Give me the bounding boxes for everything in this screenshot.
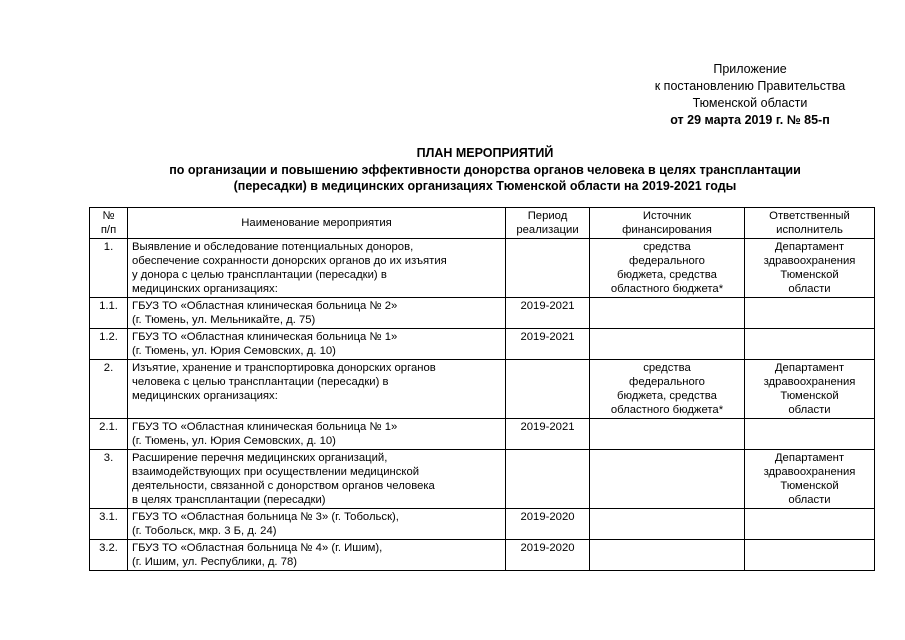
table-row — [90, 540, 875, 571]
funding-source-line: федерального — [629, 376, 705, 388]
responsible-executor — [745, 360, 875, 419]
event-name-line: ГБУЗ ТО «Областная клиническая больница № 2» — [132, 300, 398, 312]
document-subtitle-line-2: (пересадки) в медицинских организациях Тюменской области на 2019-2021 годы — [233, 179, 737, 193]
responsible-executor — [745, 419, 875, 450]
responsible-executor-line: здравоохранения — [763, 376, 856, 388]
implementation-period — [506, 239, 590, 298]
responsible-executor-line: Тюменской — [780, 480, 839, 492]
header-source-line: Источник — [642, 210, 692, 222]
event-name — [128, 298, 506, 329]
funding-source-line: средства — [643, 241, 691, 253]
event-name — [128, 540, 506, 571]
table-row — [90, 509, 875, 540]
responsible-executor — [745, 298, 875, 329]
implementation-period — [506, 450, 590, 509]
responsible-executor-line: здравоохранения — [763, 466, 856, 478]
event-name-line: ГБУЗ ТО «Областная клиническая больница № 1» — [132, 331, 398, 343]
table-body — [90, 239, 875, 571]
event-name-line: Изъятие, хранение и транспортировка донорских органов — [132, 362, 436, 374]
funding-source — [590, 540, 745, 571]
table-row — [90, 298, 875, 329]
responsible-executor-line: Департамент — [774, 241, 845, 253]
responsible-executor — [745, 239, 875, 298]
row-number: 3. — [90, 450, 128, 509]
event-name — [128, 509, 506, 540]
header-name: Наименование мероприятия — [128, 208, 506, 239]
row-number: 1.1. — [90, 298, 128, 329]
document-subtitle-line-1: по организации и повышению эффективности донорства органов человека в целях трансплантации — [169, 163, 801, 177]
header-executor-line: Ответственный — [769, 210, 850, 222]
event-name-line: (г. Тюмень, ул. Мельникайте, д. 75) — [132, 314, 316, 326]
appendix-date-number: от 29 марта 2019 г. № 85-п — [670, 113, 830, 127]
row-number: 2.1. — [90, 419, 128, 450]
funding-source — [590, 329, 745, 360]
event-name — [128, 419, 506, 450]
header-num-line: № — [102, 210, 115, 222]
implementation-period: 2019-2021 — [506, 298, 590, 329]
event-name — [128, 360, 506, 419]
document-title: ПЛАН МЕРОПРИЯТИЙ — [416, 146, 554, 160]
funding-source-line: средства — [643, 362, 691, 374]
table-header-row — [90, 208, 875, 239]
event-name-line: человека с целью трансплантации (пересадки) в — [132, 376, 389, 388]
responsible-executor-line: здравоохранения — [763, 255, 856, 267]
funding-source-line: областного бюджета* — [610, 404, 724, 416]
event-name-line: в целях трансплантации (пересадки) — [132, 494, 326, 506]
funding-source — [590, 419, 745, 450]
funding-source-line: областного бюджета* — [610, 283, 724, 295]
responsible-executor-line: Тюменской — [780, 390, 839, 402]
appendix-label: Приложение — [713, 62, 787, 76]
event-name-line: деятельности, связанной с донорством органов человека — [132, 480, 435, 492]
event-name-line: взаимодействующих при осуществлении медицинской — [132, 466, 420, 478]
funding-source-line: бюджета, средства — [617, 390, 717, 402]
implementation-period: 2019-2020 — [506, 509, 590, 540]
responsible-executor-line: Департамент — [774, 362, 845, 374]
event-name-line: ГБУЗ ТО «Областная больница № 4» (г. Ишим), — [132, 542, 383, 554]
appendix-block — [600, 61, 900, 129]
event-name — [128, 329, 506, 360]
funding-source-line: федерального — [629, 255, 705, 267]
table-row — [90, 239, 875, 298]
responsible-executor-line: области — [788, 283, 831, 295]
header-source-line: финансирования — [622, 224, 712, 236]
responsible-executor-line: Департамент — [774, 452, 845, 464]
implementation-period — [506, 360, 590, 419]
responsible-executor-line: Тюменской — [780, 269, 839, 281]
event-name-line: медицинских организациях: — [132, 283, 278, 295]
event-name-line: медицинских организациях: — [132, 390, 278, 402]
responsible-executor-line: области — [788, 494, 831, 506]
responsible-executor-line: области — [788, 404, 831, 416]
event-name-line: Выявление и обследование потенциальных доноров, — [132, 241, 414, 253]
header-num — [90, 208, 128, 239]
implementation-period: 2019-2020 — [506, 540, 590, 571]
row-number: 3.2. — [90, 540, 128, 571]
appendix-region: Тюменской области — [692, 96, 808, 110]
funding-source-line: бюджета, средства — [617, 269, 717, 281]
table-row — [90, 360, 875, 419]
implementation-period: 2019-2021 — [506, 419, 590, 450]
event-name-line: Расширение перечня медицинских организаций, — [132, 452, 388, 464]
event-name-line: (г. Тюмень, ул. Юрия Семовских, д. 10) — [132, 435, 336, 447]
funding-source — [590, 298, 745, 329]
header-source — [590, 208, 745, 239]
funding-source — [590, 360, 745, 419]
row-number: 1. — [90, 239, 128, 298]
header-period-line: Период — [527, 210, 568, 222]
table-row — [90, 329, 875, 360]
document-subtitle — [40, 162, 905, 194]
header-period-line: реализации — [516, 224, 579, 236]
header-executor-line: исполнитель — [776, 224, 843, 236]
responsible-executor — [745, 540, 875, 571]
event-name — [128, 450, 506, 509]
row-number: 2. — [90, 360, 128, 419]
responsible-executor — [745, 450, 875, 509]
funding-source — [590, 450, 745, 509]
event-name-line: у донора с целью трансплантации (пересадки) в — [132, 269, 387, 281]
event-name-line: обеспечение сохранности донорских органов до их изъятия — [132, 255, 447, 267]
header-period — [506, 208, 590, 239]
row-number: 1.2. — [90, 329, 128, 360]
event-name — [128, 239, 506, 298]
header-executor — [745, 208, 875, 239]
appendix-resolution: к постановлению Правительства — [654, 79, 846, 93]
funding-source — [590, 509, 745, 540]
plan-table — [89, 207, 875, 571]
row-number: 3.1. — [90, 509, 128, 540]
header-num-line: п/п — [100, 224, 117, 236]
event-name-line: (г. Ишим, ул. Республики, д. 78) — [132, 556, 298, 568]
event-name-line: ГБУЗ ТО «Областная больница № 3» (г. Тобольск), — [132, 511, 399, 523]
responsible-executor — [745, 329, 875, 360]
table-row — [90, 450, 875, 509]
event-name-line: (г. Тюмень, ул. Юрия Семовских, д. 10) — [132, 345, 336, 357]
event-name-line: ГБУЗ ТО «Областная клиническая больница № 1» — [132, 421, 398, 433]
implementation-period: 2019-2021 — [506, 329, 590, 360]
event-name-line: (г. Тобольск, мкр. 3 Б, д. 24) — [132, 525, 277, 537]
table-row — [90, 419, 875, 450]
funding-source — [590, 239, 745, 298]
responsible-executor — [745, 509, 875, 540]
